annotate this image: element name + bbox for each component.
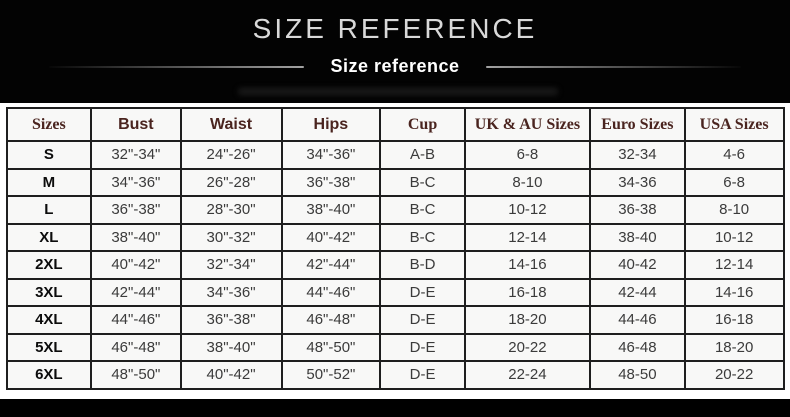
table-head (7, 108, 784, 141)
column-header-euro-sizes: Euro Sizes (590, 108, 685, 141)
size-value-cell: 18-20 (685, 334, 784, 362)
size-label-cell: 4XL (7, 306, 92, 334)
column-header-cup: Cup (380, 108, 465, 141)
table-row (7, 169, 784, 197)
size-value-cell: 10-12 (685, 224, 784, 252)
size-value-cell: 36-38 (590, 196, 685, 224)
size-value-cell: D-E (380, 279, 465, 307)
size-value-cell: B-C (380, 196, 465, 224)
size-label-cell: 6XL (7, 361, 92, 389)
footer-bar (0, 399, 790, 417)
column-header-waist: Waist (181, 108, 282, 141)
column-header-sizes: Sizes (7, 108, 92, 141)
size-value-cell: 16-18 (685, 306, 784, 334)
size-value-cell: 18-20 (465, 306, 590, 334)
size-value-cell: 34"-36" (181, 279, 282, 307)
size-value-cell: 16-18 (465, 279, 590, 307)
header-row (7, 108, 784, 141)
table-wrap (0, 103, 790, 390)
size-value-cell: 38"-40" (181, 334, 282, 362)
size-value-cell: 44"-46" (91, 306, 180, 334)
table-row (7, 279, 784, 307)
table-row (7, 334, 784, 362)
column-header-uk-au-sizes: UK & AU Sizes (465, 108, 590, 141)
size-value-cell: 10-12 (465, 196, 590, 224)
size-value-cell: 46"-48" (91, 334, 180, 362)
size-label-cell: L (7, 196, 92, 224)
divider-line-right (486, 66, 741, 68)
size-value-cell: 26"-28" (181, 169, 282, 197)
size-value-cell: 12-14 (465, 224, 590, 252)
size-value-cell: 36"-38" (181, 306, 282, 334)
size-value-cell: 50"-52" (282, 361, 381, 389)
size-label-cell: S (7, 141, 92, 169)
size-value-cell: 48-50 (590, 361, 685, 389)
size-value-cell: 32"-34" (181, 251, 282, 279)
table-row (7, 196, 784, 224)
size-value-cell: 42"-44" (91, 279, 180, 307)
size-value-cell: B-C (380, 169, 465, 197)
size-value-cell: 6-8 (465, 141, 590, 169)
size-value-cell: 30"-32" (181, 224, 282, 252)
size-value-cell: 8-10 (465, 169, 590, 197)
column-header-hips: Hips (282, 108, 381, 141)
size-value-cell: 38"-40" (282, 196, 381, 224)
size-value-cell: 44-46 (590, 306, 685, 334)
size-value-cell: 44"-46" (282, 279, 381, 307)
size-value-cell: 24"-26" (181, 141, 282, 169)
size-value-cell: 14-16 (465, 251, 590, 279)
size-value-cell: 34"-36" (282, 141, 381, 169)
size-value-cell: 40-42 (590, 251, 685, 279)
page-title: SIZE REFERENCE (252, 13, 538, 44)
size-table (6, 107, 785, 390)
size-value-cell: 20-22 (685, 361, 784, 389)
size-value-cell: 42"-44" (282, 251, 381, 279)
size-value-cell: 22-24 (465, 361, 590, 389)
size-value-cell: A-B (380, 141, 465, 169)
size-value-cell: 46-48 (590, 334, 685, 362)
size-label-cell: XL (7, 224, 92, 252)
size-value-cell: 20-22 (465, 334, 590, 362)
size-value-cell: D-E (380, 334, 465, 362)
size-value-cell: 42-44 (590, 279, 685, 307)
table-row (7, 224, 784, 252)
size-value-cell: 28"-30" (181, 196, 282, 224)
table-row (7, 361, 784, 389)
size-value-cell: 8-10 (685, 196, 784, 224)
column-header-usa-sizes: USA Sizes (685, 108, 784, 141)
subtitle-reflection (238, 88, 558, 95)
size-value-cell: B-C (380, 224, 465, 252)
column-header-bust: Bust (91, 108, 180, 141)
size-label-cell: 3XL (7, 279, 92, 307)
subtitle-row (0, 56, 790, 77)
size-value-cell: 36"-38" (282, 169, 381, 197)
size-value-cell: 36"-38" (91, 196, 180, 224)
table-row (7, 306, 784, 334)
size-value-cell: 12-14 (685, 251, 784, 279)
size-value-cell: 32"-34" (91, 141, 180, 169)
size-value-cell: D-E (380, 306, 465, 334)
table-row (7, 141, 784, 169)
divider-line-left (49, 66, 304, 68)
table-body (7, 141, 784, 389)
size-value-cell: 38"-40" (91, 224, 180, 252)
size-label-cell: 2XL (7, 251, 92, 279)
size-value-cell: 4-6 (685, 141, 784, 169)
size-value-cell: 48"-50" (282, 334, 381, 362)
table-row (7, 251, 784, 279)
size-value-cell: 40"-42" (181, 361, 282, 389)
size-value-cell: B-D (380, 251, 465, 279)
size-label-cell: M (7, 169, 92, 197)
size-value-cell: 40"-42" (282, 224, 381, 252)
size-value-cell: 34"-36" (91, 169, 180, 197)
size-value-cell: 32-34 (590, 141, 685, 169)
size-value-cell: 46"-48" (282, 306, 381, 334)
size-value-cell: 34-36 (590, 169, 685, 197)
size-value-cell: 14-16 (685, 279, 784, 307)
size-value-cell: 48"-50" (91, 361, 180, 389)
section-subtitle: Size reference (330, 56, 460, 76)
size-value-cell: 6-8 (685, 169, 784, 197)
hero-banner (0, 0, 790, 103)
size-value-cell: 38-40 (590, 224, 685, 252)
size-value-cell: D-E (380, 361, 465, 389)
size-value-cell: 40"-42" (91, 251, 180, 279)
size-label-cell: 5XL (7, 334, 92, 362)
